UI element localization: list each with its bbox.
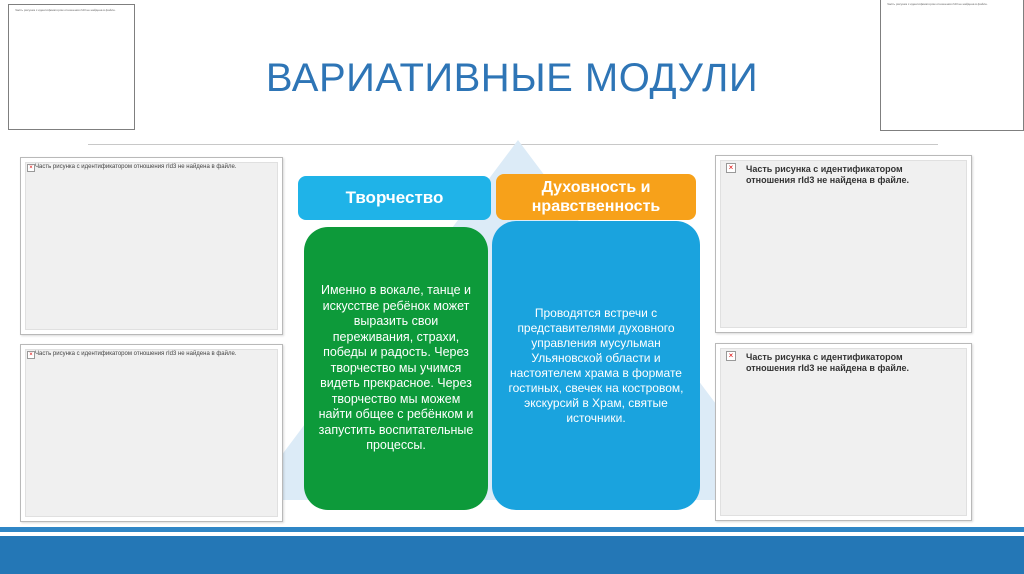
- spirituality-card: [492, 221, 700, 510]
- spirituality-text: Проводятся встречи с представителями духовного управления мусульман Ульяновской области и настоятелем храма в формате гостиных, свечек на костровом, экскурсий в Храм, святые источники.: [508, 305, 684, 425]
- top-right-image-caption: Часть рисунка с идентификатором отношения rId3 не найдена в файле.: [887, 2, 988, 6]
- footer-stripe: [0, 527, 1024, 532]
- broken-image-message: Часть рисунка с идентификатором отношения rId3 не найдена в файле.: [35, 351, 237, 357]
- slide-title: ВАРИАТИВНЫЕ МОДУЛИ: [265, 56, 759, 100]
- broken-image-message: Часть рисунка с идентификатором отношения rId3 не найдена в файле.: [746, 352, 909, 373]
- broken-image-icon: ×: [726, 163, 736, 173]
- broken-image-left-top: [20, 157, 283, 335]
- broken-image-right-top: [715, 155, 972, 333]
- broken-image-icon: ×: [27, 351, 35, 359]
- broken-image-icon: ×: [726, 351, 736, 361]
- broken-image-left-bottom: [20, 344, 283, 522]
- creativity-header: [298, 176, 491, 220]
- creativity-card: [304, 227, 488, 510]
- spirituality-header: [496, 174, 696, 220]
- broken-image-message: Часть рисунка с идентификатором отношения rId3 не найдена в файле.: [746, 164, 909, 185]
- spirituality-header-label: Духовность и нравственность: [531, 179, 661, 215]
- broken-image-message: Часть рисунка с идентификатором отношения rId3 не найдена в файле.: [35, 164, 237, 170]
- broken-image-icon: ×: [27, 164, 35, 172]
- creativity-text: Именно в вокале, танце и искусстве ребёнок может выразить свои переживания, страхи, победы и радость. Через творчество мы учимся видеть прекрасное. Через творчество мы можем найти общее с ребёнком и запустить воспитательные процессы.: [318, 283, 474, 453]
- footer-bar: [0, 536, 1024, 574]
- top-left-image-caption: Часть рисунка с идентификатором отношения rId3 не найдена в файле.: [15, 8, 116, 12]
- creativity-header-label: Творчество: [345, 188, 444, 207]
- broken-image-right-bottom: [715, 343, 972, 521]
